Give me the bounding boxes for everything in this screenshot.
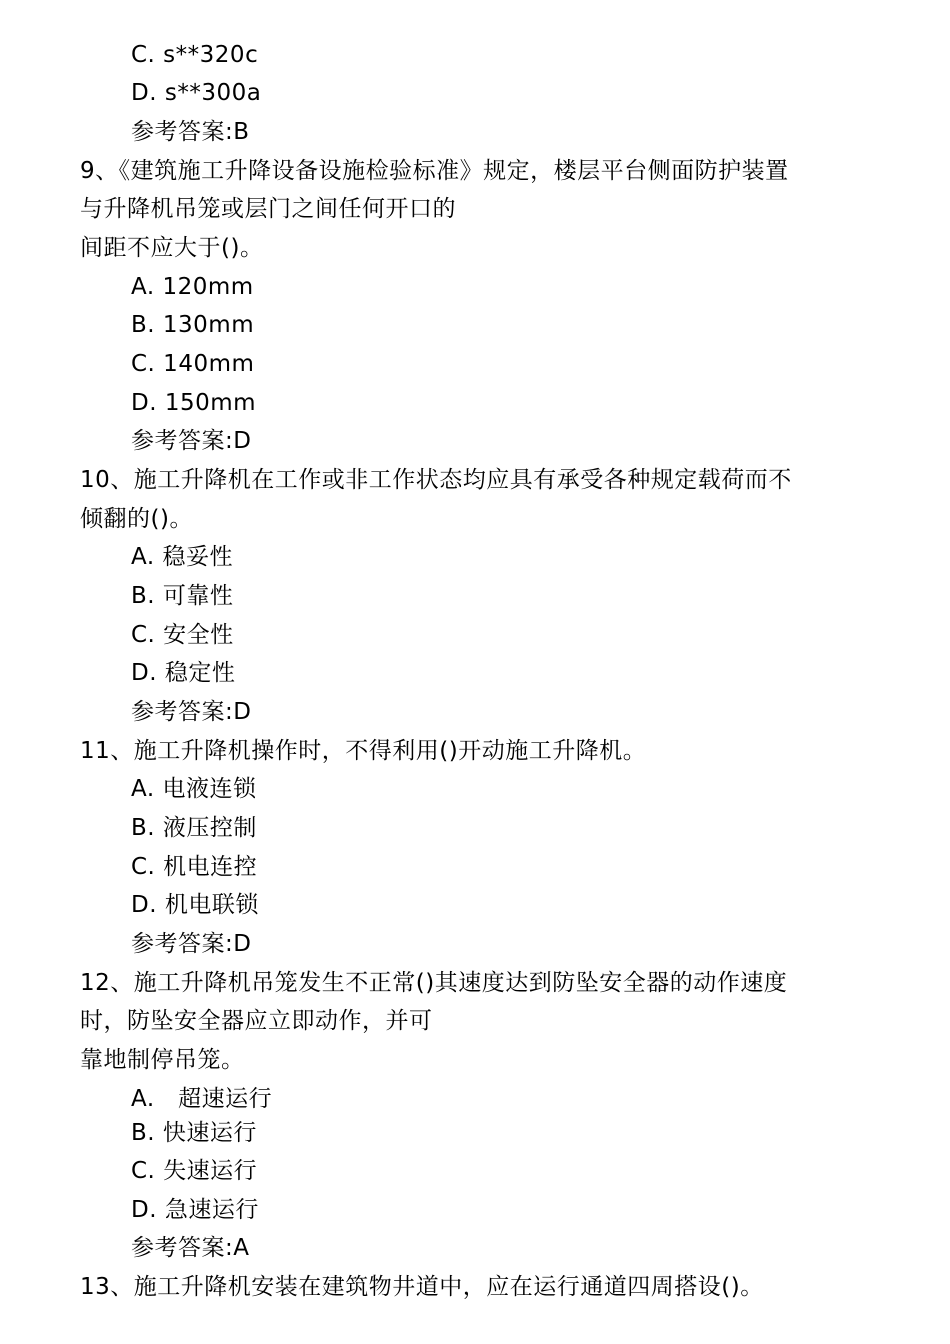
q10-option-c: C. 安全性 xyxy=(131,622,234,648)
q11-option-c: C. 机电连控 xyxy=(131,854,258,880)
q9-text-line1: 9、《建筑施工升降设备设施检验标准》规定，楼层平台侧面防护装置 xyxy=(80,158,789,184)
q10-text-line1: 10、施工升降机在工作或非工作状态均应具有承受各种规定载荷而不 xyxy=(80,467,792,493)
q10-option-d: D. 稳定性 xyxy=(131,660,236,686)
q8-option-c: C. s**320c xyxy=(131,42,259,68)
q11-text-line1: 11、施工升降机操作时，不得利用()开动施工升降机。 xyxy=(80,738,647,764)
q9-option-c: C. 140mm xyxy=(131,351,255,377)
q8-answer: 参考答案:B xyxy=(131,119,250,145)
q13-text-line1: 13、施工升降机安装在建筑物井道中，应在运行通道四周搭设()。 xyxy=(80,1274,764,1300)
q11-option-a: A. 电液连锁 xyxy=(131,776,257,802)
q12-option-b: B. 快速运行 xyxy=(131,1120,257,1146)
q12-text-line1: 12、施工升降机吊笼发生不正常()其速度达到防坠安全器的动作速度 xyxy=(80,970,788,996)
q12-option-d: D. 急速运行 xyxy=(131,1197,259,1223)
q10-answer: 参考答案:D xyxy=(131,699,252,725)
q8-option-d: D. s**300a xyxy=(131,80,262,106)
q9-text-line3: 间距不应大于()。 xyxy=(80,235,264,261)
q10-option-a: A. 稳妥性 xyxy=(131,544,233,570)
q12-answer: 参考答案:A xyxy=(131,1235,250,1261)
q10-text-line2: 倾翻的()。 xyxy=(80,506,193,532)
q11-answer: 参考答案:D xyxy=(131,931,252,957)
q10-option-b: B. 可靠性 xyxy=(131,583,234,609)
q9-option-b: B. 130mm xyxy=(131,312,255,338)
q12-text-line3: 靠地制停吊笼。 xyxy=(80,1047,245,1073)
q12-option-a: A. 超速运行 xyxy=(131,1086,273,1112)
q9-text-line2: 与升降机吊笼或层门之间任何开口的 xyxy=(80,196,456,222)
q11-option-b: B. 液压控制 xyxy=(131,815,257,841)
q9-answer: 参考答案:D xyxy=(131,428,252,454)
q12-option-c: C. 失速运行 xyxy=(131,1158,258,1184)
q12-text-line2: 时，防坠安全器应立即动作，并可 xyxy=(80,1008,433,1034)
q9-option-d: D. 150mm xyxy=(131,390,257,416)
q11-option-d: D. 机电联锁 xyxy=(131,892,259,918)
q9-option-a: A. 120mm xyxy=(131,274,254,300)
